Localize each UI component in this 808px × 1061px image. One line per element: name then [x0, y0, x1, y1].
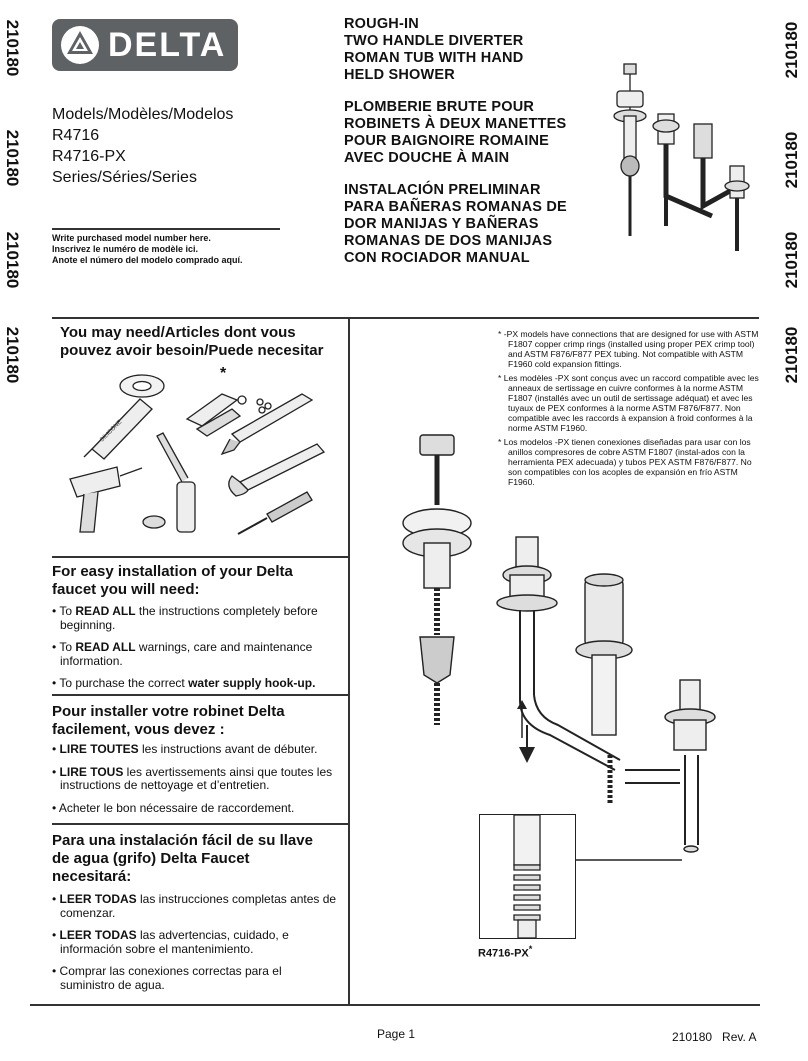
- divider-horizontal: [52, 317, 759, 319]
- pex-detail-label: [478, 944, 532, 960]
- doc-number-right-1: 210180: [782, 21, 801, 79]
- solder-spool-icon: [143, 516, 165, 528]
- crimp-tool-icon: [187, 394, 246, 436]
- bullet-bold: LEER TODAS: [59, 892, 137, 906]
- bullet-item: • LIRE TOUTES les instructions avant de débuter.: [52, 742, 318, 756]
- adjustable-wrench-icon: [229, 444, 324, 496]
- page-number: Page 1: [377, 1027, 416, 1041]
- title-en: [344, 16, 523, 84]
- revision-label: 210180 Rev. A: [672, 1030, 757, 1044]
- title-line: AVEC DOUCHE À MAIN: [344, 150, 510, 166]
- tools-illustration: [62, 364, 334, 548]
- heading-line: Para una instalación fácil de su llave: [52, 832, 313, 849]
- heading-line: faucet you will need:: [52, 581, 200, 598]
- write-model-fr: Inscrivez le numéro de modèle ici.: [52, 244, 199, 254]
- bullet-list-fr: [52, 743, 338, 824]
- bullet-bold: LIRE TOUTES: [59, 742, 139, 756]
- bullet-bold: LIRE TOUS: [59, 764, 124, 779]
- heading-line: facilement, vous devez :: [52, 721, 225, 738]
- title-line: CON ROCIADOR MANUAL: [344, 250, 530, 266]
- doc-number-left-2: 210180: [3, 129, 22, 187]
- you-may-need-heading: [60, 324, 323, 360]
- propane-torch-icon: [157, 433, 195, 532]
- bullet-text: warnings, care and maintenance information.: [60, 640, 313, 668]
- note-star: *: [498, 373, 502, 383]
- bullet-text: les instructions avant de débuter.: [138, 742, 318, 756]
- delta-triangle-icon: [58, 23, 102, 67]
- bullet-text: Acheter le bon nécessaire de raccordement.: [58, 800, 295, 815]
- model-number: R4716-PX: [52, 148, 126, 165]
- write-model-en: Write purchased model number here.: [52, 233, 211, 243]
- models-label: Models/Modèles/Modelos: [52, 106, 234, 123]
- bullet-bold: READ ALL: [75, 604, 136, 618]
- tools-star: *: [220, 365, 227, 382]
- detail-label-star: *: [528, 944, 533, 954]
- section-heading-es: [52, 832, 313, 886]
- heading-line: de agua (grifo) Delta Faucet: [52, 850, 250, 867]
- title-line: INSTALACIÓN PRELIMINAR: [344, 182, 541, 198]
- title-es: [344, 182, 567, 267]
- title-line: HELD SHOWER: [344, 67, 455, 83]
- bullet-text: the instructions completely before beginning.: [60, 604, 318, 632]
- doc-number-left-4: 210180: [3, 326, 22, 384]
- valve-illustration-top: [602, 56, 762, 266]
- bullet-item: • To READ ALL the instructions completely before beginning.: [52, 604, 318, 632]
- title-line: TWO HANDLE DIVERTER: [344, 33, 524, 49]
- detail-label-text: R4716-PX: [478, 947, 529, 960]
- model-number: R4716: [52, 127, 100, 144]
- bullet-item: • LEER TODAS las instrucciones completas antes de comenzar.: [52, 892, 337, 920]
- bullet-item: • Comprar las conexiones correctas para el suministro de agua.: [52, 964, 282, 992]
- title-line: PARA BAÑERAS ROMANAS DE: [344, 199, 567, 215]
- bullet-list-en: [52, 605, 338, 700]
- screwdriver-icon: [238, 492, 312, 534]
- heading-line: pouvez avoir besoin/Puede necesitar: [60, 342, 324, 359]
- doc-number-left-3: 210180: [3, 231, 22, 289]
- valve-right-icon: [625, 680, 715, 852]
- doc-number-right-4: 210180: [782, 326, 801, 384]
- tape-roll-icon: [120, 375, 164, 397]
- bullet-text: las advertencias, cuidado, e información sobre el mantenimiento.: [60, 928, 289, 956]
- title-line: ROMANAS DE DOS MANIJAS: [344, 233, 553, 249]
- drill-icon: [70, 467, 142, 532]
- callout-arrow: [512, 700, 532, 740]
- note-star: *: [498, 437, 502, 447]
- section-heading-fr: [52, 703, 285, 739]
- bullet-text: To purchase the correct: [59, 676, 189, 690]
- note-text: Les modèles -PX sont conçus avec un raccord compatible avec les anneaux de sertissage en cuivre conformes à la norme ASTM F1807 (installés avec un outil de sertissage adéquat) et avec les tuyaux de PEX conformes à la norme ASTM F876/F877. Non compatible avec les raccords à expansion à froid conformes à la norme ASTM F1960.: [503, 373, 759, 433]
- bullet-text: Comprar las conexiones correctas para el suministro de agua.: [59, 964, 282, 992]
- divider-tools: [52, 556, 348, 558]
- bullet-text: les avertissements ainsi que toutes les instructions de nettoyage et d’entretien.: [60, 764, 333, 792]
- bullet-item: • To purchase the correct water supply hook-up.: [52, 676, 316, 690]
- doc-number-right-2: 210180: [782, 131, 801, 189]
- section-heading-en: [52, 563, 293, 599]
- heading-line: Pour installer votre robinet Delta: [52, 703, 285, 720]
- bullet-text: las instrucciones completas antes de comenzar.: [60, 892, 337, 920]
- write-model-es: Anote el número del modelo comprado aquí.: [52, 255, 243, 265]
- write-model-instructions: [52, 233, 243, 266]
- note-star: *: [498, 329, 502, 339]
- bullet-text: To: [59, 604, 76, 618]
- pex-fitting-icon: [480, 815, 575, 938]
- doc-number-right-3: 210180: [782, 231, 801, 289]
- caulk-label: SILICONE: [99, 419, 124, 444]
- series-label: Series/Séries/Series: [52, 169, 197, 186]
- models-block: [52, 104, 233, 188]
- title-line: ROMAN TUB WITH HAND: [344, 50, 524, 66]
- note-text: Los modelos -PX tienen conexiones diseñadas para usar con los anillos compresores de cobre ASTM F1807 (instal-ados con la herramienta PEX adecuada) y tubos PEX ASTM F876/F877. No son compatibles con los acoples de expansión en frío ASTM F1960.: [503, 437, 752, 487]
- bullet-bold: water supply hook-up.: [188, 676, 316, 690]
- bullet-item: • LEER TODAS las advertencias, cuidado, e información sobre el mantenimiento.: [52, 928, 289, 956]
- brand-name: DELTA: [108, 25, 227, 64]
- bullet-bold: LEER TODAS: [59, 928, 137, 942]
- heading-line: For easy installation of your Delta: [52, 563, 293, 580]
- pex-detail-box: [479, 814, 576, 939]
- note-text: -PX models have connections that are designed for use with ASTM F1807 copper crimp rings (installed using proper PEX crimp tool) and ASTM F876/F877 PEX tubing. Not compatible with ASTM F1960 cold expansion fittings.: [503, 329, 759, 369]
- divider-en-fr: [52, 694, 348, 696]
- note-en: [498, 329, 760, 369]
- bullet-item: • To READ ALL warnings, care and maintenance information.: [52, 640, 313, 668]
- title-line: PLOMBERIE BRUTE POUR: [344, 99, 535, 115]
- doc-number-left-1: 210180: [3, 19, 22, 77]
- bullet-text: To: [59, 640, 76, 654]
- bullet-item: • LIRE TOUS les avertissements ainsi que toutes les instructions de nettoyage et d’entretien.: [52, 764, 333, 792]
- title-line: ROBINETS À DEUX MANETTES: [344, 116, 567, 132]
- title-line: POUR BAIGNOIRE ROMAINE: [344, 133, 549, 149]
- delta-logo: [52, 19, 238, 71]
- divider-fr-es: [52, 823, 348, 825]
- note-fr: [498, 373, 760, 433]
- crimp-rings-icon: [257, 399, 271, 413]
- model-write-line: [52, 228, 280, 230]
- title-line: ROUGH-IN: [344, 16, 419, 32]
- divider-vertical: [348, 317, 350, 1004]
- title-line: DOR MANIJAS Y BAÑERAS: [344, 216, 539, 232]
- valve-center-icon: [576, 574, 632, 805]
- bullet-item: • Acheter le bon nécessaire de raccordement.: [52, 800, 295, 815]
- title-fr: [344, 99, 566, 167]
- bullet-list-es: [52, 893, 338, 1001]
- divider-bottom: [30, 1004, 760, 1006]
- hand-shower-diverter-icon: [403, 435, 471, 725]
- heading-line: You may need/Articles dont vous: [60, 324, 296, 341]
- bullet-bold: READ ALL: [75, 640, 136, 654]
- caulk-tube-icon: [84, 399, 152, 459]
- heading-line: necesitará:: [52, 868, 132, 885]
